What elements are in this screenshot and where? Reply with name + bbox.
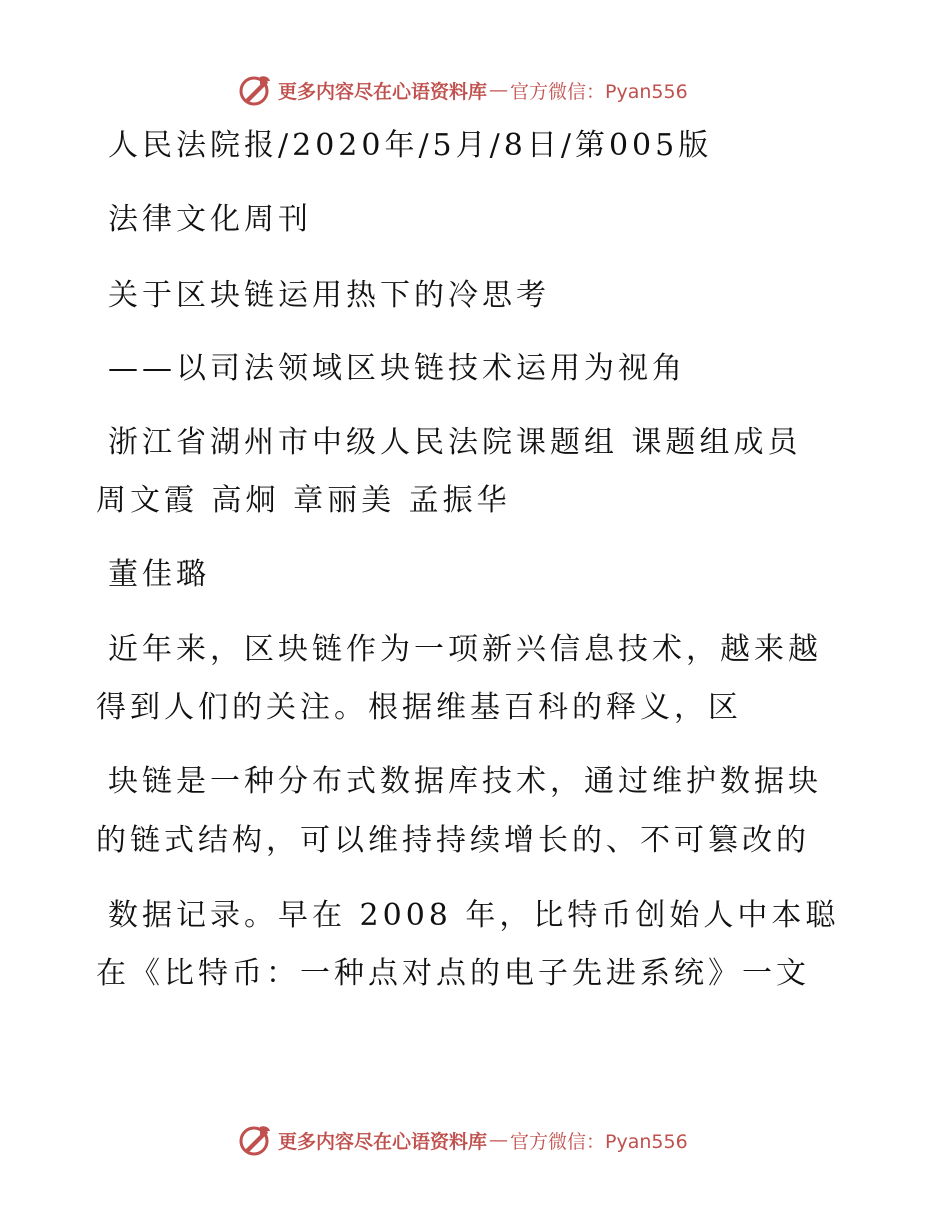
quill-logo-icon (238, 1123, 272, 1157)
body-line: 的链式结构，可以维持持续增长的、不可篡改的 (96, 823, 810, 858)
authors-line: 周文霞 高炯 章丽美 孟振华 (96, 483, 511, 518)
body-line: 近年来，区块链作为一项新兴信息技术，越来越 (108, 632, 822, 667)
body-line: 在《比特币：一种点对点的电子先进系统》一文 (96, 956, 810, 991)
watermark-separator: — (489, 79, 509, 101)
watermark-footer (238, 1122, 688, 1158)
watermark-title: 更多内容尽在心语资料库 (278, 1130, 488, 1153)
authors-line: 董佳璐 (108, 557, 210, 592)
body-line: 块链是一种分布式数据库技术，通过维护数据块 (108, 764, 822, 799)
watermark-title: 更多内容尽在心语资料库 (278, 80, 488, 103)
source-line: 人民法院报/2020年/5月/8日/第005版 (108, 128, 713, 163)
column-name: 法律文化周刊 (108, 202, 312, 237)
watermark-contact: 官方微信：Pyan556 (510, 1130, 688, 1153)
body-line: 得到人们的关注。根据维基百科的释义，区 (96, 690, 742, 725)
watermark-separator: — (489, 1129, 509, 1151)
body-line: 数据记录。早在 2008 年，比特币创始人中本聪 (108, 898, 840, 933)
article-title: 关于区块链运用热下的冷思考 (108, 278, 550, 313)
authors-line: 浙江省湖州市中级人民法院课题组 课题组成员 (108, 425, 802, 460)
watermark-header (238, 72, 688, 108)
quill-logo-icon (238, 73, 272, 107)
article-subtitle: ——以司法领域区块链技术运用为视角 (108, 351, 686, 386)
watermark-contact: 官方微信：Pyan556 (510, 80, 688, 103)
